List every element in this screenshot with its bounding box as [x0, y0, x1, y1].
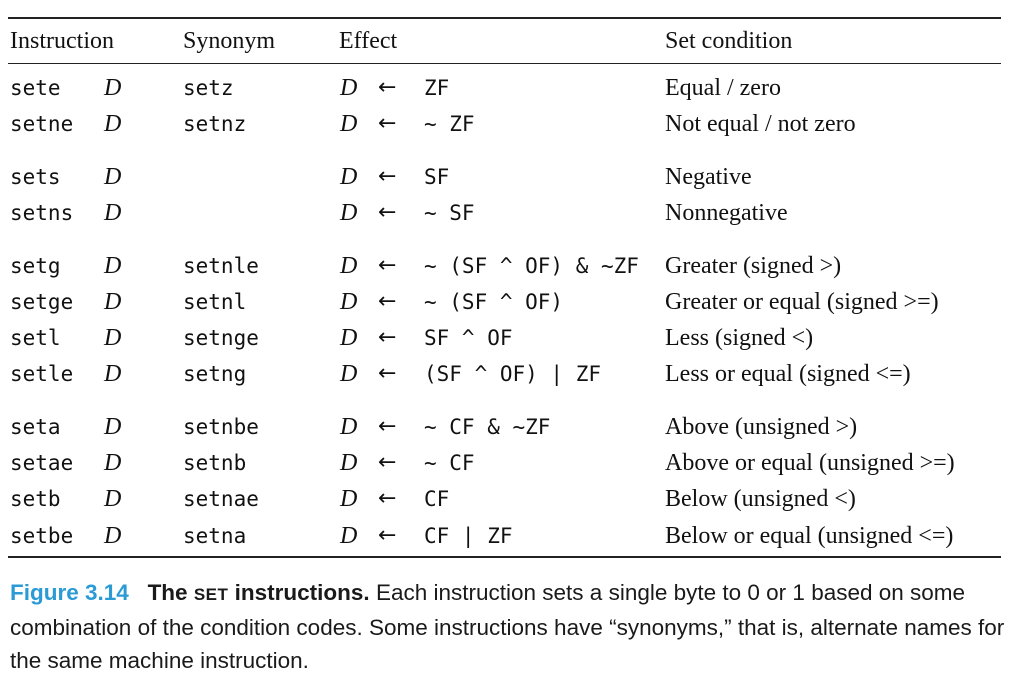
- instruction-synonym: setna: [183, 524, 247, 548]
- instruction-name: setb: [10, 487, 61, 511]
- instruction-synonym: setnz: [183, 112, 247, 136]
- table-row: [0, 249, 1033, 283]
- table-row: [0, 71, 1033, 105]
- effect-expression: ~ SF: [424, 201, 475, 225]
- effect-expression: ~ ZF: [424, 112, 475, 136]
- assign-arrow-icon: ←: [378, 111, 397, 136]
- effect-expression: (SF ^ OF) | ZF: [424, 362, 602, 386]
- instruction-operand: D: [104, 289, 122, 315]
- table-bottom-rule: [8, 556, 1001, 558]
- figure-number: Figure 3.14: [10, 580, 129, 605]
- effect-expression: SF ^ OF: [424, 326, 513, 350]
- table-row: [0, 285, 1033, 319]
- instruction-operand: D: [104, 253, 122, 279]
- set-condition: Equal / zero: [665, 75, 781, 101]
- assign-arrow-icon: ←: [378, 523, 397, 548]
- header-effect: Effect: [339, 28, 398, 54]
- assign-arrow-icon: ←: [378, 200, 397, 225]
- effect-destination: D: [340, 450, 358, 476]
- table-row: [0, 410, 1033, 444]
- assign-arrow-icon: ←: [378, 450, 397, 475]
- figure-caption: [10, 576, 1020, 677]
- instruction-synonym: setnge: [183, 326, 259, 350]
- instruction-name: sete: [10, 76, 61, 100]
- instruction-operand: D: [104, 361, 122, 387]
- instruction-name: setle: [10, 362, 74, 386]
- effect-expression: SF: [424, 165, 450, 189]
- instruction-name: setge: [10, 290, 74, 314]
- instruction-operand: D: [104, 486, 122, 512]
- effect-expression: ZF: [424, 76, 450, 100]
- assign-arrow-icon: ←: [378, 75, 397, 100]
- table-row: [0, 519, 1033, 553]
- set-condition: Greater or equal (signed >=): [665, 289, 939, 315]
- assign-arrow-icon: ←: [378, 164, 397, 189]
- set-condition: Above or equal (unsigned >=): [665, 450, 955, 476]
- effect-expression: ~ CF: [424, 451, 475, 475]
- figure-title-suffix: instructions.: [234, 580, 370, 605]
- instruction-synonym: setnb: [183, 451, 247, 475]
- instruction-name: setae: [10, 451, 74, 475]
- effect-expression: ~ (SF ^ OF): [424, 290, 564, 314]
- table-row: [0, 482, 1033, 516]
- instruction-operand: D: [104, 164, 122, 190]
- instruction-name: sets: [10, 165, 61, 189]
- instruction-operand: D: [104, 111, 122, 137]
- instruction-synonym: setnle: [183, 254, 259, 278]
- header-set-condition: Set condition: [665, 28, 793, 54]
- table-header-rule: [8, 63, 1001, 64]
- instruction-synonym: setnl: [183, 290, 247, 314]
- effect-expression: CF: [424, 487, 450, 511]
- instruction-synonym: setnbe: [183, 415, 259, 439]
- set-condition: Above (unsigned >): [665, 414, 858, 440]
- instruction-name: seta: [10, 415, 61, 439]
- effect-destination: D: [340, 414, 358, 440]
- header-instruction: Instruction: [10, 28, 114, 54]
- figure-title-prefix: The: [147, 580, 188, 605]
- set-condition: Not equal / not zero: [665, 111, 856, 137]
- table-row: [0, 446, 1033, 480]
- instruction-synonym: setng: [183, 362, 247, 386]
- effect-destination: D: [340, 486, 358, 512]
- table-row: [0, 321, 1033, 355]
- effect-expression: CF | ZF: [424, 524, 513, 548]
- instruction-name: setl: [10, 326, 61, 350]
- effect-destination: D: [340, 361, 358, 387]
- table-row: [0, 196, 1033, 230]
- table-top-rule: [8, 17, 1001, 19]
- effect-destination: D: [340, 523, 358, 549]
- figure-title: [148, 580, 370, 605]
- assign-arrow-icon: ←: [378, 325, 397, 350]
- table-row: [0, 357, 1033, 391]
- header-synonym: Synonym: [183, 28, 276, 54]
- effect-destination: D: [340, 111, 358, 137]
- instruction-name: setbe: [10, 524, 74, 548]
- instruction-synonym: setnae: [183, 487, 259, 511]
- instruction-operand: D: [104, 523, 122, 549]
- effect-destination: D: [340, 289, 358, 315]
- instruction-operand: D: [104, 450, 122, 476]
- set-condition: Less or equal (signed <=): [665, 361, 911, 387]
- instruction-operand: D: [104, 75, 122, 101]
- instruction-operand: D: [104, 200, 122, 226]
- instruction-synonym: setz: [183, 76, 234, 100]
- table-row: [0, 107, 1033, 141]
- assign-arrow-icon: ←: [378, 361, 397, 386]
- instruction-name: setg: [10, 254, 61, 278]
- set-condition: Below (unsigned <): [665, 486, 856, 512]
- instruction-name: setne: [10, 112, 74, 136]
- assign-arrow-icon: ←: [378, 253, 397, 278]
- effect-destination: D: [340, 75, 358, 101]
- table-row: [0, 160, 1033, 194]
- instruction-operand: D: [104, 414, 122, 440]
- assign-arrow-icon: ←: [378, 486, 397, 511]
- instruction-operand: D: [104, 325, 122, 351]
- figure-title-smallcaps: SET: [193, 585, 229, 604]
- effect-destination: D: [340, 253, 358, 279]
- set-condition: Less (signed <): [665, 325, 814, 351]
- assign-arrow-icon: ←: [378, 414, 397, 439]
- effect-expression: ~ (SF ^ OF) & ~ZF: [424, 254, 639, 278]
- effect-destination: D: [340, 325, 358, 351]
- figure-caption-body: Each instruction sets a single byte to 0 or 1 based on some combination of the condition codes. Some instructions have “synonyms,” that is, alternate names for the same machine instruction.: [10, 580, 1005, 673]
- effect-destination: D: [340, 164, 358, 190]
- effect-destination: D: [340, 200, 358, 226]
- effect-expression: ~ CF & ~ZF: [424, 415, 551, 439]
- set-condition: Below or equal (unsigned <=): [665, 523, 954, 549]
- set-condition: Nonnegative: [665, 200, 788, 226]
- set-condition: Greater (signed >): [665, 253, 842, 279]
- set-condition: Negative: [665, 164, 752, 190]
- assign-arrow-icon: ←: [378, 289, 397, 314]
- instruction-name: setns: [10, 201, 74, 225]
